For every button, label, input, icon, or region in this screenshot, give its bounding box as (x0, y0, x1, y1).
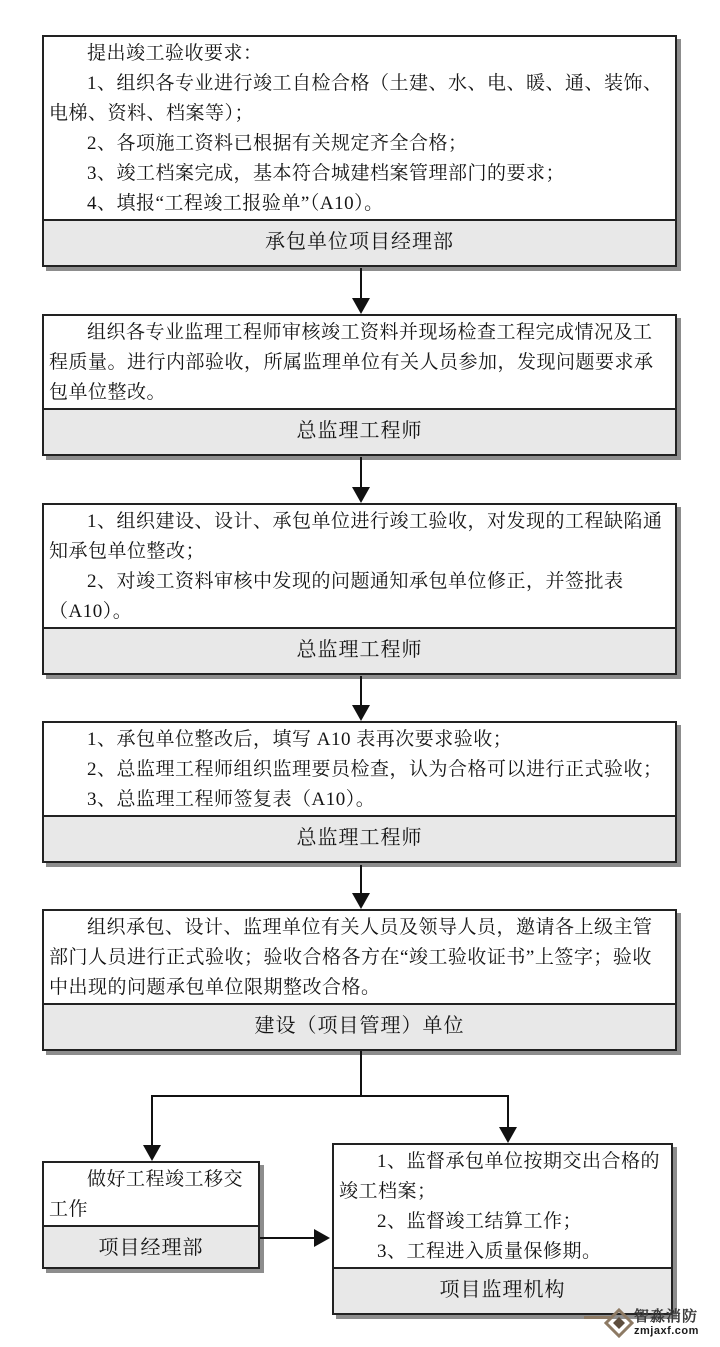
step-box-6-left (42, 1161, 260, 1269)
step-paragraph: 1、承包单位整改后，填写 A10 表再次要求验收； (87, 729, 513, 750)
branch-left-line (151, 1095, 153, 1145)
fire-brand-logo-icon (604, 1308, 634, 1338)
step-paragraph: 1、组织各专业进行竣工自检合格（土建、水、电、暖、通、装饰、电梯、资料、档案等）； (49, 73, 663, 124)
step-7-owner-footer: 项目监理机构 (334, 1267, 671, 1313)
step-paragraph: 3、竣工档案完成，基本符合城建档案管理部门的要求； (87, 163, 566, 184)
step-paragraph: 2、对竣工资料审核中发现的问题通知承包单位修正，并签批表（A10）。 (49, 571, 624, 622)
watermark-domain: zmjaxf.com (634, 1325, 699, 1337)
arrow-down-icon-right-branch (499, 1127, 517, 1143)
step-6-owner-footer: 项目经理部 (44, 1225, 258, 1269)
step-paragraph: 2、总监理工程师组织监理要员检查，认为合格可以进行正式验收； (87, 759, 663, 780)
watermark-brand: 智淼消防 (634, 1308, 699, 1325)
step-2-content (44, 316, 675, 408)
step-box-1 (42, 35, 677, 267)
step-box-2 (42, 314, 677, 456)
step-7-content (334, 1145, 671, 1267)
step-paragraph: 3、总监理工程师签复表（A10）。 (87, 789, 376, 810)
step-box-4 (42, 721, 677, 863)
watermark (584, 1304, 714, 1344)
step-paragraph: 1、组织建设、设计、承包单位进行竣工验收，对发现的工程缺陷通知承包单位整改； (49, 511, 663, 562)
step-paragraph: 做好工程竣工移交工作 (49, 1169, 244, 1220)
connector-line-1 (360, 268, 362, 300)
step-5-content (44, 911, 675, 1003)
step-6-content (44, 1163, 258, 1225)
step-2-owner-footer: 总监理工程师 (44, 408, 675, 454)
step-paragraph: 4、填报“工程竣工报验单”（A10）。 (87, 193, 384, 214)
connector-line-4 (360, 865, 362, 893)
connector-line-horizontal (260, 1237, 316, 1239)
branch-right-line (507, 1095, 509, 1127)
step-5-owner-footer: 建设（项目管理）单位 (44, 1003, 675, 1049)
step-box-7-right (332, 1143, 673, 1315)
step-1-owner-footer: 承包单位项目经理部 (44, 219, 675, 265)
step-paragraph: 2、各项施工资料已根据有关规定齐全合格； (87, 133, 468, 154)
arrow-down-icon-1 (352, 298, 370, 314)
arrow-down-icon-3 (352, 705, 370, 721)
step-3-owner-footer: 总监理工程师 (44, 627, 675, 673)
step-paragraph: 组织承包、设计、监理单位有关人员及领导人员，邀请各上级主管部门人员进行正式验收；验收合格各方在“竣工验收证书”上签字；验收中出现的问题承包单位限期整改合格。 (49, 917, 653, 998)
arrow-down-icon-4 (352, 893, 370, 909)
arrow-down-icon-left-branch (143, 1145, 161, 1161)
step-paragraph: 提出竣工验收要求： (87, 43, 263, 64)
connector-line-3 (360, 676, 362, 705)
watermark-text-block (634, 1309, 699, 1338)
arrow-right-icon (314, 1229, 330, 1247)
step-box-5 (42, 909, 677, 1051)
connector-line-2 (360, 457, 362, 487)
step-paragraph: 组织各专业监理工程师审核竣工资料并现场检查工程完成情况及工程质量。进行内部验收，所属监理单位有关人员参加，发现问题要求承包单位整改。 (49, 322, 654, 403)
connector-stem (360, 1051, 362, 1097)
step-3-content (44, 505, 675, 627)
step-paragraph: 3、工程进入质量保修期。 (377, 1241, 602, 1262)
step-paragraph: 2、监督竣工结算工作； (377, 1211, 583, 1232)
connector-hbar (151, 1095, 509, 1097)
step-4-content (44, 723, 675, 815)
step-1-content (44, 37, 675, 219)
step-paragraph: 1、监督承包单位按期交出合格的竣工档案； (339, 1151, 661, 1202)
step-box-3 (42, 503, 677, 675)
step-4-owner-footer: 总监理工程师 (44, 815, 675, 861)
arrow-down-icon-2 (352, 487, 370, 503)
